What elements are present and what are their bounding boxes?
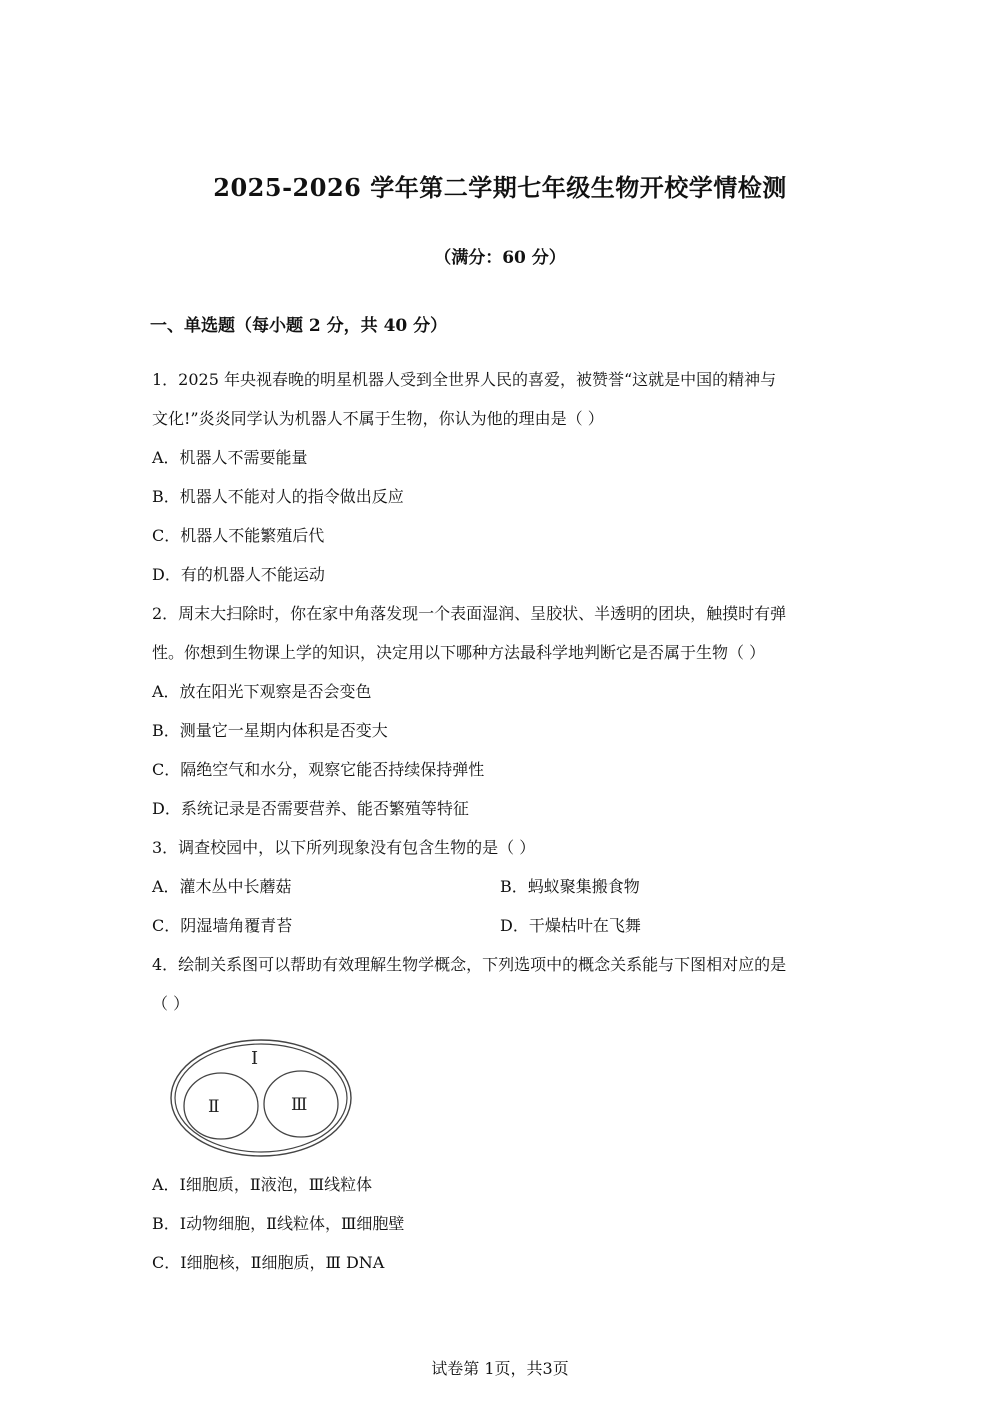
- question-2-stem-line-1: 2．周末大扫除时，你在家中角落发现一个表面湿润、呈胶状、半透明的团块，触摸时有弹: [152, 604, 787, 623]
- question-4-stem-line-2: （ ）: [152, 994, 190, 1013]
- question-1-stem-line-1: 1．2025 年央视春晚的明星机器人受到全世界人民的喜爱，被赞誉“这就是中国的精神与: [152, 370, 777, 389]
- outer-ellipse-I-inner-ring: [175, 1044, 347, 1152]
- section-heading: 一、单选题（每小题 2 分，共 40 分）: [150, 316, 448, 336]
- question-4-stem-line-1: 4．绘制关系图可以帮助有效理解生物学概念，下列选项中的概念关系能与下图相对应的是: [152, 955, 787, 974]
- question-1-option-c: C．机器人不能繁殖后代: [152, 526, 325, 545]
- page-footer: 试卷第 1页，共3页: [431, 1359, 569, 1378]
- outer-ellipse-I: [171, 1040, 351, 1156]
- label-II: Ⅱ: [208, 1097, 220, 1117]
- question-3-option-d: D．干燥枯叶在飞舞: [500, 916, 641, 935]
- question-4-option-b: B．Ⅰ动物细胞，Ⅱ线粒体，Ⅲ细胞壁: [152, 1214, 405, 1233]
- label-III: Ⅲ: [291, 1095, 308, 1115]
- question-3-option-c: C．阴湿墙角覆青苔: [152, 916, 293, 935]
- question-1-option-d: D．有的机器人不能运动: [152, 565, 325, 584]
- question-3-stem: 3．调查校园中，以下所列现象没有包含生物的是（ ）: [152, 838, 536, 857]
- question-2-option-a: A．放在阳光下观察是否会变色: [152, 682, 372, 701]
- question-2-option-b: B．测量它一星期内体积是否变大: [152, 721, 388, 740]
- concept-relation-diagram: [168, 1030, 358, 1160]
- question-4-option-c: C．Ⅰ细胞核，Ⅱ细胞质，Ⅲ DNA: [152, 1253, 385, 1272]
- exam-title: 2025-2026 学年第二学期七年级生物开校学情检测: [213, 173, 787, 202]
- question-4-option-a: A．Ⅰ细胞质，Ⅱ液泡，Ⅲ线粒体: [152, 1175, 373, 1194]
- label-I: Ⅰ: [251, 1048, 259, 1069]
- question-1-stem-line-2: 文化!”炎炎同学认为机器人不属于生物，你认为他的理由是（ ）: [152, 409, 604, 428]
- question-2-stem-line-2: 性。你想到生物课上学的知识，决定用以下哪种方法最科学地判断它是否属于生物（ ）: [152, 643, 766, 662]
- question-2-option-c: C．隔绝空气和水分，观察它能否持续保持弹性: [152, 760, 485, 779]
- question-3-option-a: A．灌木丛中长蘑菇: [152, 877, 292, 896]
- question-3-option-b: B．蚂蚁聚集搬食物: [500, 877, 640, 896]
- question-2-option-d: D．系统记录是否需要营养、能否繁殖等特征: [152, 799, 469, 818]
- question-1-option-a: A．机器人不需要能量: [152, 448, 308, 467]
- full-score-note: （满分：60 分）: [434, 248, 566, 268]
- inner-circle-II: [184, 1073, 258, 1139]
- question-1-option-b: B．机器人不能对人的指令做出反应: [152, 487, 404, 506]
